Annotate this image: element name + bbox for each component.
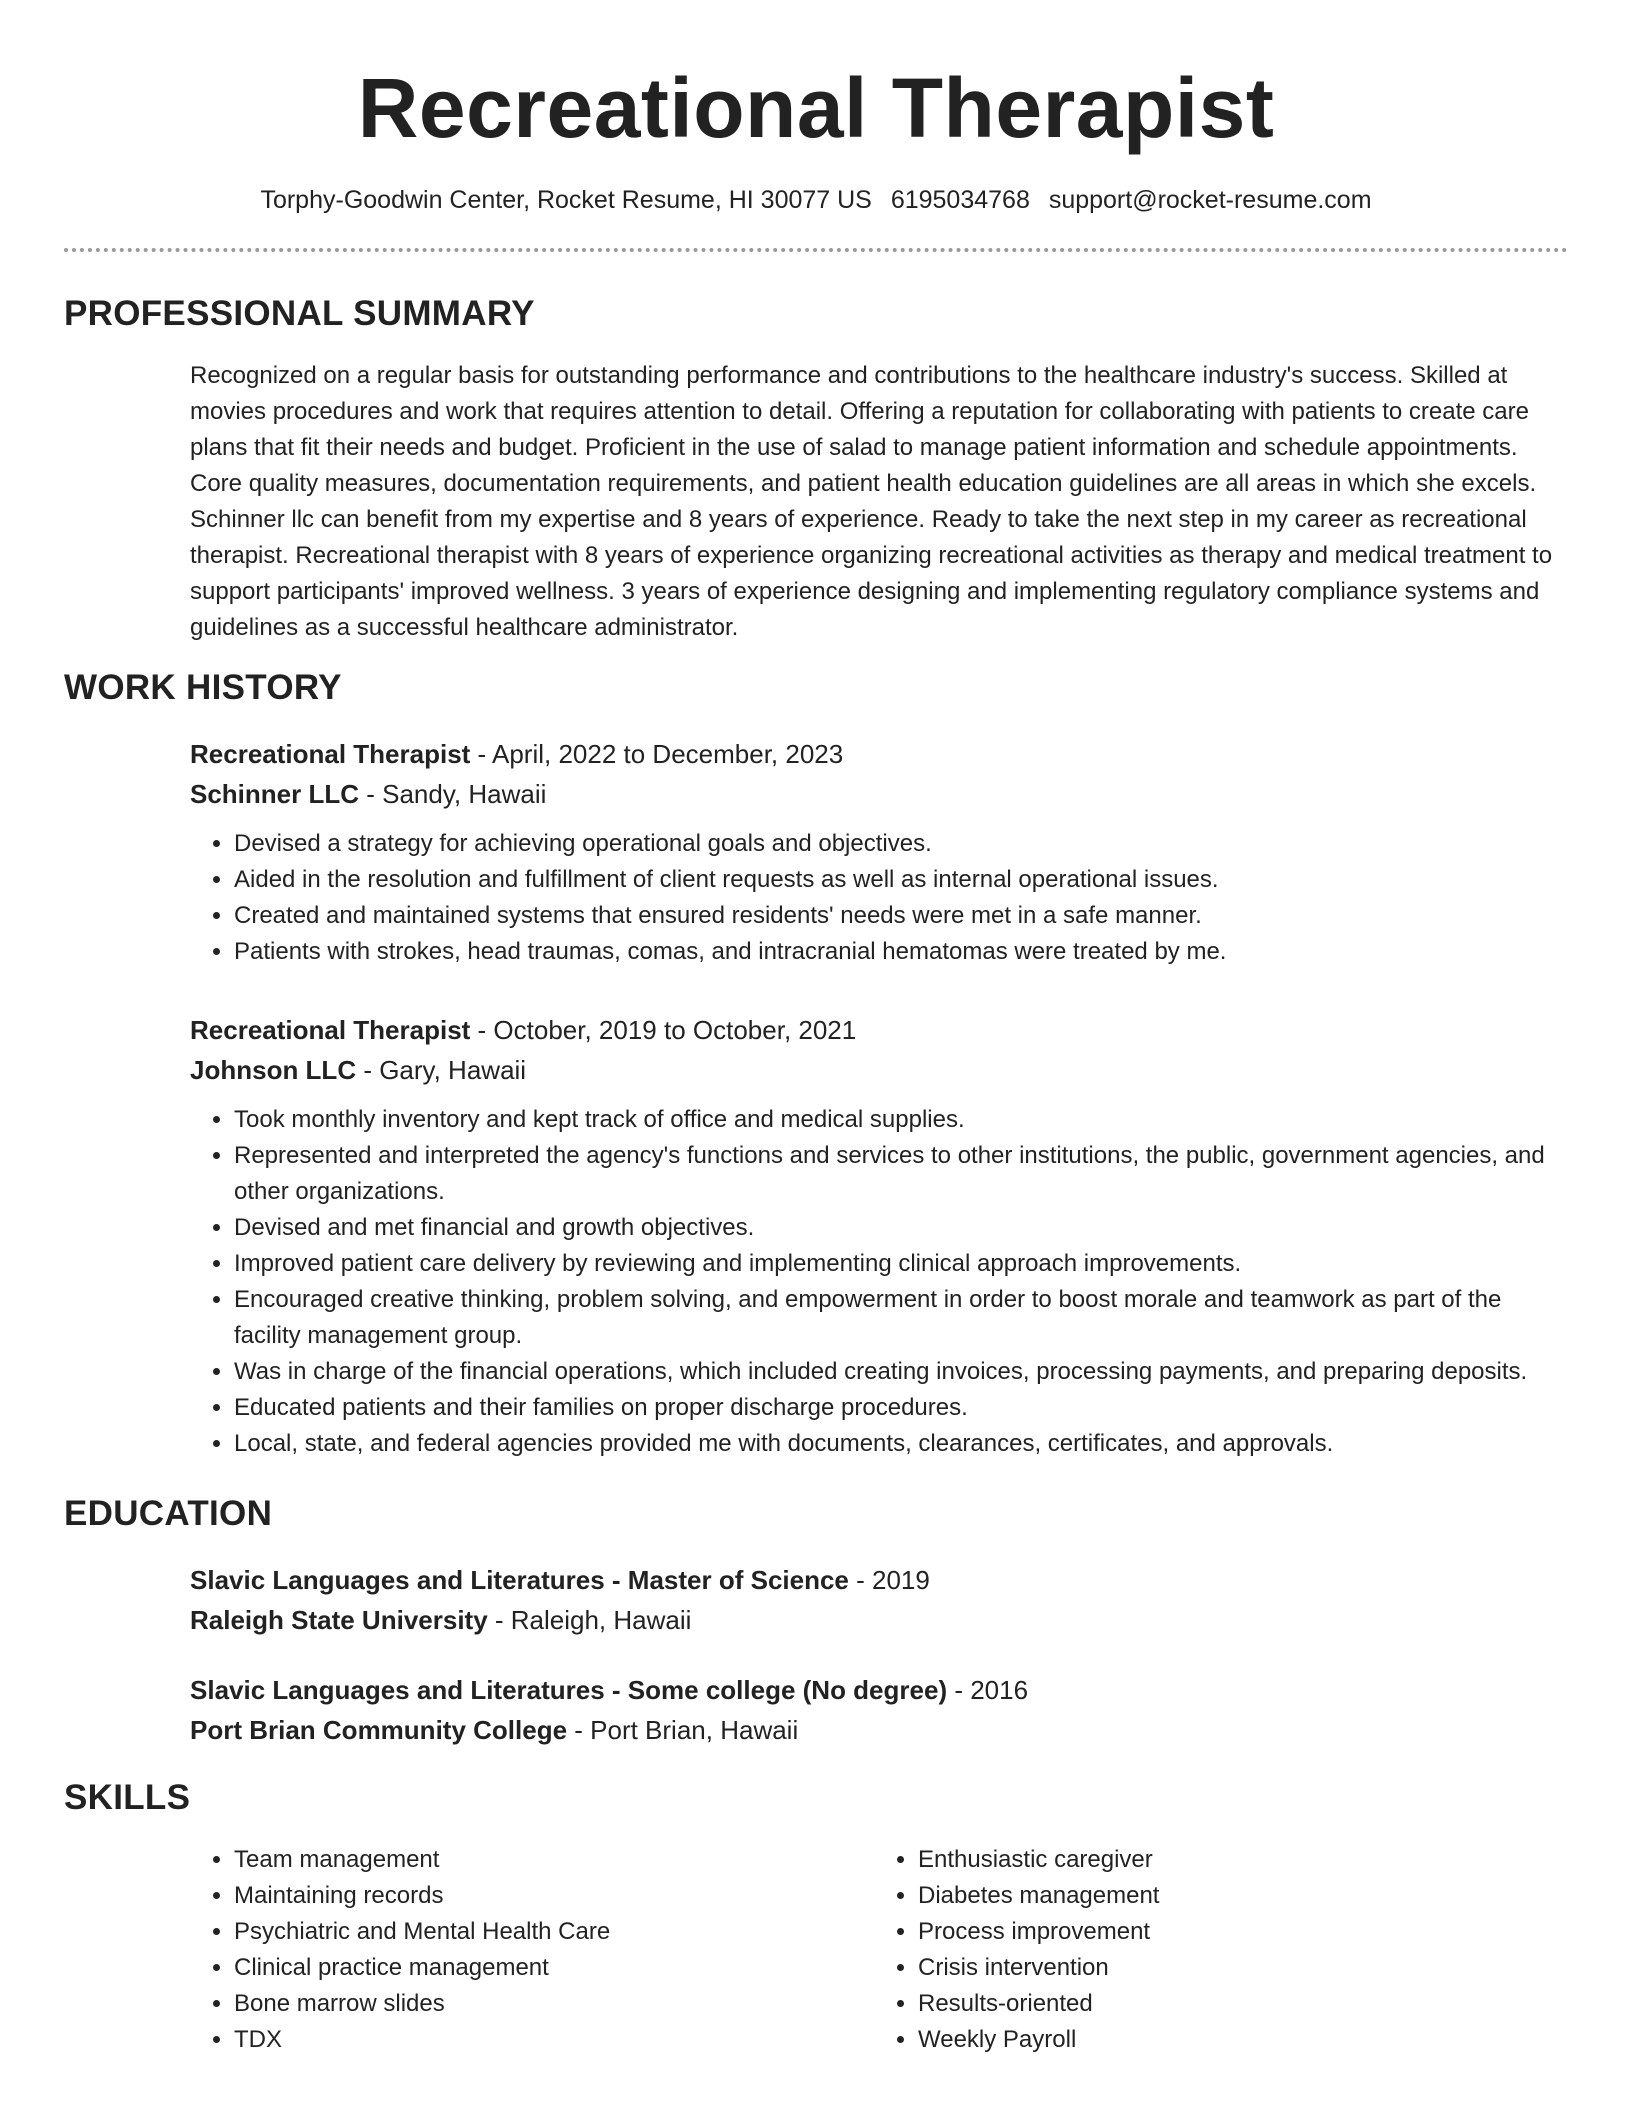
education-entry [190, 1670, 1558, 1750]
job-location: - Gary, Hawaii [356, 1055, 527, 1085]
work-section [64, 666, 1568, 1462]
degree-name: Slavic Languages and Literatures - Some college (No degree) [190, 1675, 948, 1705]
skill-item: • TDX [234, 2022, 874, 2058]
skill-item: • Results-oriented [918, 1986, 1558, 2022]
contact-phone: 6195034768 [890, 186, 1030, 214]
job-company: Johnson LLC [190, 1055, 357, 1085]
skill-item: • Crisis intervention [918, 1950, 1558, 1986]
skills-heading: SKILLS [64, 1778, 191, 1817]
job-title-line [190, 734, 1558, 774]
education-section [64, 1492, 1568, 1750]
resume-title: Recreational Therapist [357, 61, 1275, 155]
school-line [190, 1710, 1558, 1750]
skill-item: • Diabetes management [918, 1878, 1558, 1914]
list-item: • Local, state, and federal agencies provided me with documents, clearances, certificates, and approvals. [234, 1426, 1558, 1462]
job-bullets [190, 1102, 1558, 1462]
skills-section [64, 1776, 1568, 2058]
job-company-line [190, 774, 1558, 814]
list-item: • Created and maintained systems that ensured residents' needs were met in a safe manner. [234, 898, 1558, 934]
header-divider [64, 248, 1568, 252]
list-item: • Represented and interpreted the agency's functions and services to other institutions, the public, government agencies, and other organizations. [234, 1138, 1558, 1210]
job-company: Schinner LLC [190, 779, 360, 809]
skill-item: • Team management [234, 1842, 874, 1878]
job-dates: - October, 2019 to October, 2021 [470, 1015, 857, 1045]
list-item: • Devised and met financial and growth objectives. [234, 1210, 1558, 1246]
list-item: • Devised a strategy for achieving operational goals and objectives. [234, 826, 1558, 862]
school-location: - Port Brian, Hawaii [567, 1715, 799, 1745]
job-role: Recreational Therapist [190, 739, 471, 769]
skill-item: • Bone marrow slides [234, 1986, 874, 2022]
skill-item: • Maintaining records [234, 1878, 874, 1914]
skill-item: • Psychiatric and Mental Health Care [234, 1914, 874, 1950]
job-location: - Sandy, Hawaii [359, 779, 547, 809]
job-dates: - April, 2022 to December, 2023 [470, 739, 844, 769]
degree-year: - 2019 [848, 1565, 930, 1595]
school-location: - Raleigh, Hawaii [487, 1605, 692, 1635]
skills-grid [190, 1842, 1558, 2058]
list-item: • Aided in the resolution and fulfillment of client requests as well as internal operational issues. [234, 862, 1558, 898]
summary-text: Recognized on a regular basis for outstanding performance and contributions to the healthcare industry's success. Skilled at movies procedures and work that requires attention to detail. Offering a reputation for collaborating with patients to create care plans that fit their needs and budget. Proficient in the use of salad to manage patient information and schedule appointments. Core quality measures, documentation requirements, and patient health education guidelines are all areas in which she excels. Schinner llc can benefit from my expertise and 8 years of experience. Ready to take the next step in my career as recreational therapist. Recreational therapist with 8 years of experience organizing recreational activities as therapy and medical treatment to support participants' improved wellness. 3 years of experience designing and implementing regulatory compliance systems and guidelines as a successful healthcare administrator. [190, 362, 1553, 641]
list-item: • Improved patient care delivery by reviewing and implementing clinical approach improvements. [234, 1246, 1558, 1282]
skill-item: • Weekly Payroll [918, 2022, 1558, 2058]
job-company-line [190, 1050, 1558, 1090]
skills-column-left [190, 1842, 874, 2058]
skills-column-right [874, 1842, 1558, 2058]
list-item: • Encouraged creative thinking, problem solving, and empowerment in order to boost morale and teamwork as part of the facility management group. [234, 1282, 1558, 1354]
summary-heading: PROFESSIONAL SUMMARY [64, 294, 535, 333]
education-heading: EDUCATION [64, 1494, 273, 1533]
skill-item: • Enthusiastic caregiver [918, 1842, 1558, 1878]
job-entry [190, 1010, 1558, 1462]
job-title-line [190, 1010, 1558, 1050]
list-item: • Patients with strokes, head traumas, comas, and intracranial hematomas were treated by me. [234, 934, 1558, 970]
education-entry [190, 1560, 1558, 1640]
degree-year: - 2016 [947, 1675, 1029, 1705]
list-item: • Took monthly inventory and kept track of office and medical supplies. [234, 1102, 1558, 1138]
contact-email: support@rocket-resume.com [1048, 186, 1372, 214]
school-name: Port Brian Community College [190, 1715, 568, 1745]
job-role: Recreational Therapist [190, 1015, 471, 1045]
list-item: • Educated patients and their families on proper discharge procedures. [234, 1390, 1558, 1426]
degree-name: Slavic Languages and Literatures - Master of Science [190, 1565, 849, 1595]
contact-address: Torphy-Goodwin Center, Rocket Resume, HI 30077 US [260, 186, 872, 214]
degree-line [190, 1670, 1558, 1710]
school-line [190, 1600, 1558, 1640]
contact-line [64, 183, 1568, 217]
work-heading: WORK HISTORY [64, 668, 342, 707]
summary-section [64, 292, 1568, 646]
list-item: • Was in charge of the financial operations, which included creating invoices, processing payments, and preparing deposits. [234, 1354, 1558, 1390]
degree-line [190, 1560, 1558, 1600]
school-name: Raleigh State University [190, 1605, 488, 1635]
job-bullets [190, 826, 1558, 970]
skill-item: • Clinical practice management [234, 1950, 874, 1986]
skill-item: • Process improvement [918, 1914, 1558, 1950]
job-entry [190, 734, 1558, 970]
